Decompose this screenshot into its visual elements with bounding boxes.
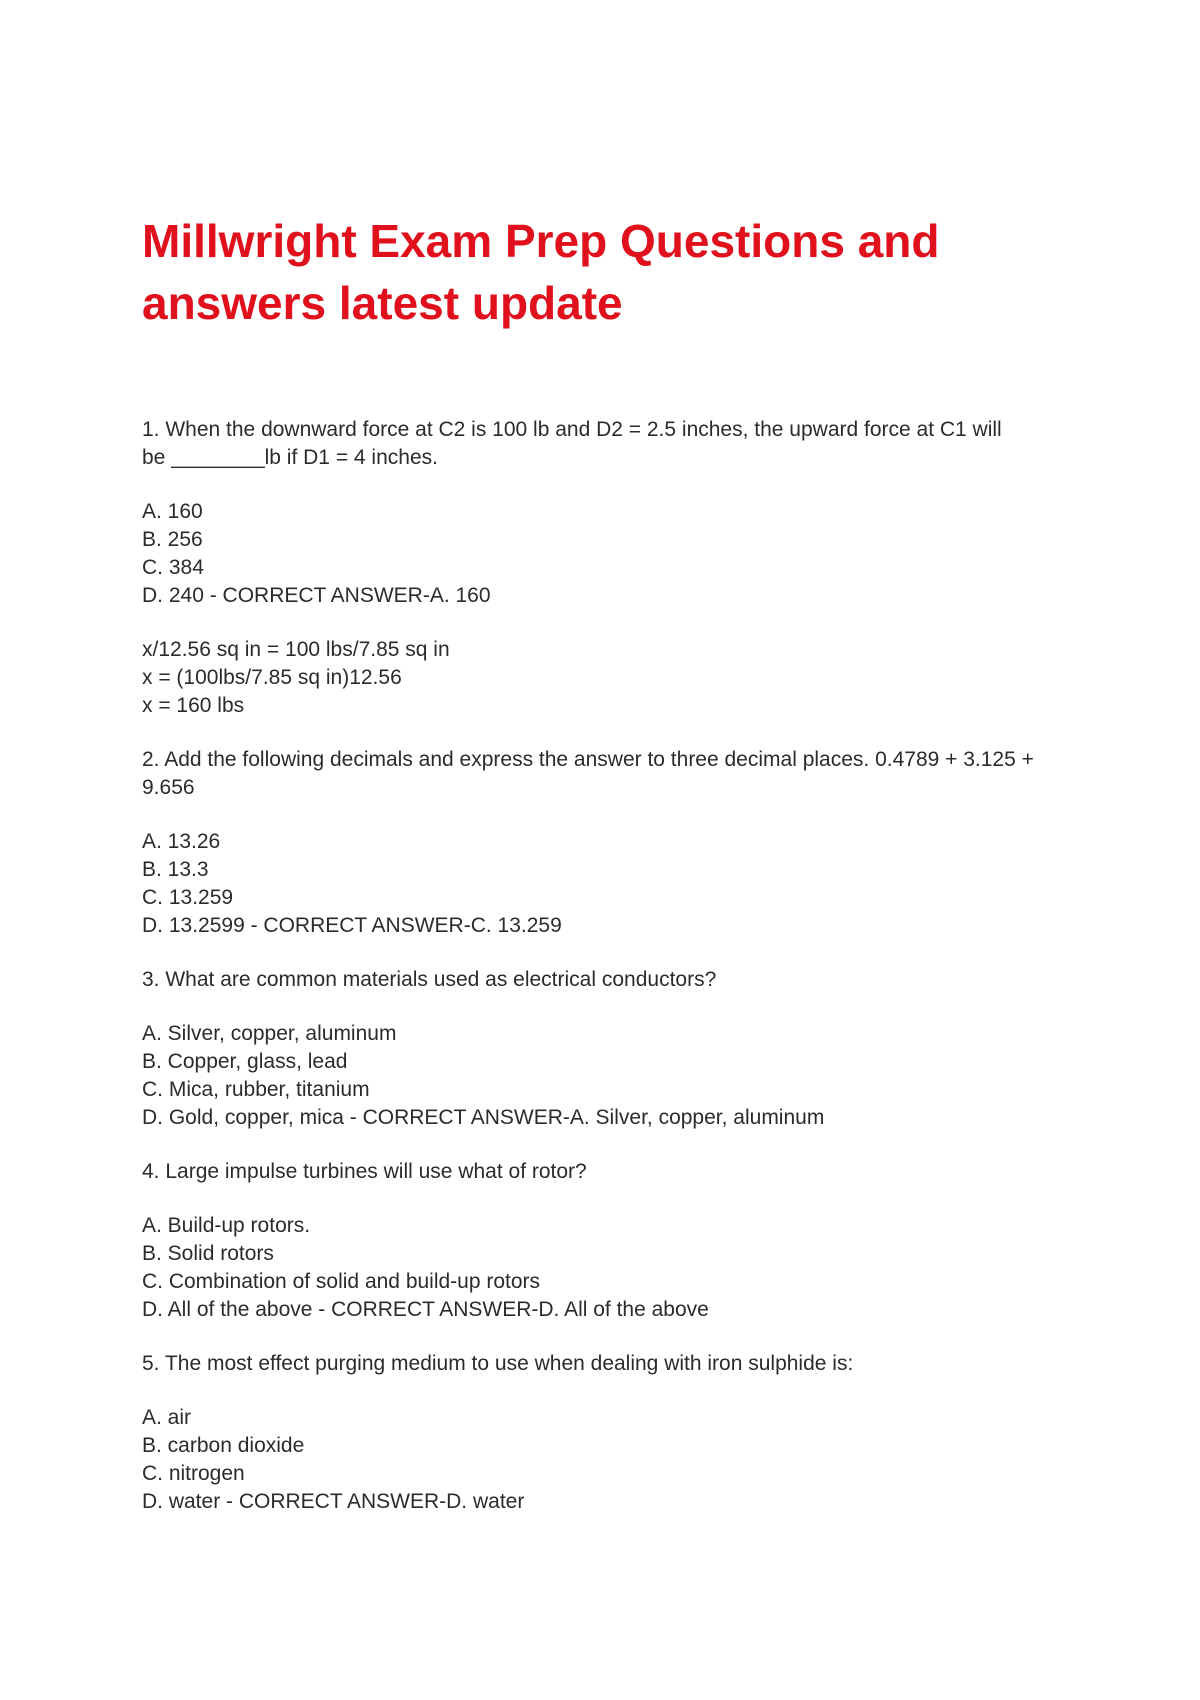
explanation-line: x = (100lbs/7.85 sq in)12.56 [142,666,402,689]
answer-option: A. 160 [142,500,203,523]
answer-option: C. 13.259 [142,886,234,909]
document-page [142,210,1082,1542]
answer-option: C. nitrogen [142,1462,245,1485]
question-5-stem [142,1350,1082,1378]
question-5-options [142,1404,1082,1516]
answer-option-with-correct-answer: D. 13.2599 - CORRECT ANSWER-C. 13.259 [142,914,562,937]
answer-option: A. Silver, copper, aluminum [142,1022,397,1045]
explanation-line: x = 160 lbs [142,694,245,717]
question-2-stem [142,746,1082,802]
title-line: answers latest update [142,277,623,329]
question-1-options [142,498,1082,610]
question-stem-line: 5. The most effect purging medium to use when dealing with iron sulphide is: [142,1352,854,1375]
question-stem-line: 2. Add the following decimals and express the answer to three decimal places. 0.4789 + 3.125 + [142,748,1034,771]
answer-option: A. 13.26 [142,830,221,853]
question-3-stem [142,966,1082,994]
answer-option-with-correct-answer: D. All of the above - CORRECT ANSWER-D. All of the above [142,1298,709,1321]
question-4-options [142,1212,1082,1324]
question-1-explanation [142,636,1082,720]
answer-option: B. 256 [142,528,203,551]
explanation-line: x/12.56 sq in = 100 lbs/7.85 sq in [142,638,450,661]
question-4-stem [142,1158,1082,1186]
answer-option: B. carbon dioxide [142,1434,305,1457]
answer-option: B. 13.3 [142,858,209,881]
answer-option: C. Combination of solid and build-up rotors [142,1270,541,1293]
answer-option-with-correct-answer: D. 240 - CORRECT ANSWER-A. 160 [142,584,491,607]
question-stem-line: be ________lb if D1 = 4 inches. [142,446,438,469]
question-2-options [142,828,1082,940]
title-line: Millwright Exam Prep Questions and [142,215,940,267]
question-1-stem [142,416,1082,472]
answer-option: A. air [142,1406,192,1429]
answer-option: A. Build-up rotors. [142,1214,311,1237]
answer-option-with-correct-answer: D. water - CORRECT ANSWER-D. water [142,1490,525,1513]
question-3-options [142,1020,1082,1132]
answer-option: B. Solid rotors [142,1242,274,1265]
question-stem-line: 3. What are common materials used as electrical conductors? [142,968,717,991]
answer-option: C. Mica, rubber, titanium [142,1078,370,1101]
answer-option-with-correct-answer: D. Gold, copper, mica - CORRECT ANSWER-A. Silver, copper, aluminum [142,1106,825,1129]
answer-option: C. 384 [142,556,204,579]
answer-option: B. Copper, glass, lead [142,1050,348,1073]
question-list [142,416,1082,1516]
question-stem-line: 9.656 [142,776,195,799]
question-stem-line: 1. When the downward force at C2 is 100 lb and D2 = 2.5 inches, the upward force at C1 will [142,418,1002,441]
question-stem-line: 4. Large impulse turbines will use what of rotor? [142,1160,587,1183]
document-title [142,210,1082,334]
